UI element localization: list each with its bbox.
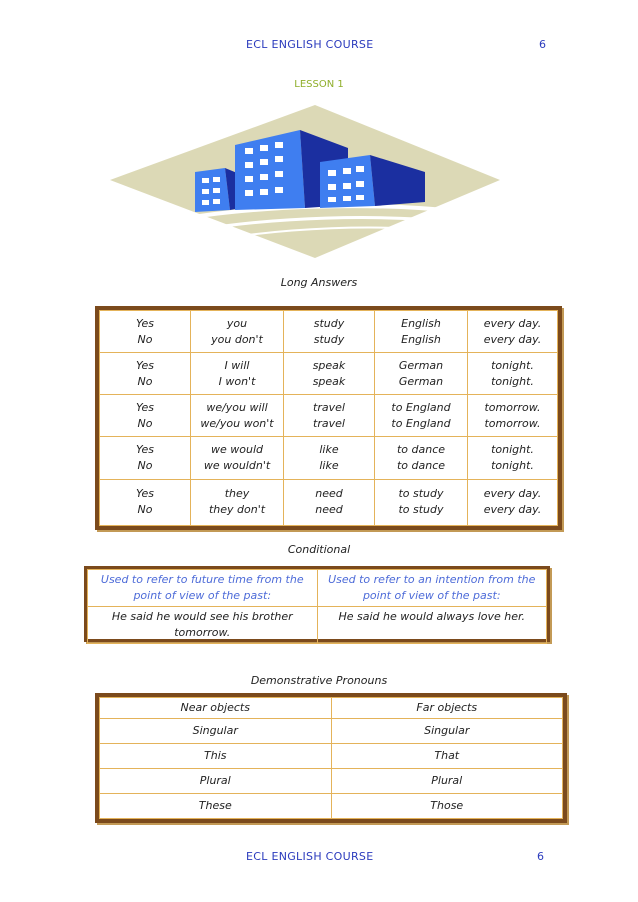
long-answers-title: Long Answers	[280, 276, 358, 289]
table-row: Yes No you you don't study study English English every day. every day.	[100, 311, 558, 353]
footer-page-number: 6	[537, 850, 545, 863]
conditional-use-future: Used to refer to future time from the point of view of the past:	[88, 570, 318, 607]
table-row: These Those	[100, 793, 563, 818]
demonstratives-title: Demonstrative Pronouns	[250, 674, 388, 687]
office-buildings-icon	[90, 100, 540, 260]
conditional-use-intention: Used to refer to an intention from the point of view of the past:	[317, 570, 547, 607]
conditional-example-future: He said he would see his brother tomorrow.	[88, 607, 318, 644]
table-row	[100, 698, 563, 719]
conditional-title: Conditional	[287, 543, 351, 556]
conditional-example-intention: He said he would always love her.	[317, 607, 547, 644]
table-row: Plural Plural	[100, 768, 563, 793]
conditional-table	[84, 566, 550, 642]
table-row: Yes No we/you will we/you won't travel travel to England to England tomorrow. tomorrow.	[100, 395, 558, 437]
table-row	[88, 570, 547, 607]
near-objects-header: Near objects	[100, 698, 332, 719]
long-answers-table	[95, 306, 562, 530]
table-row: Yes No I will I won't speak speak German German tonight. tonight.	[100, 353, 558, 395]
demonstratives-table	[95, 693, 567, 823]
table-row	[88, 607, 547, 644]
far-objects-header: Far objects	[331, 698, 563, 719]
footer-course-title: ECL ENGLISH COURSE	[246, 850, 374, 863]
table-row: Singular Singular	[100, 718, 563, 743]
header-course-title: ECL ENGLISH COURSE	[246, 38, 374, 51]
lesson-title: LESSON 1	[294, 79, 344, 90]
header-page-number: 6	[539, 38, 547, 51]
table-row: Yes No they they don't need need to study to study every day. every day.	[100, 479, 558, 526]
table-row: Yes No we would we wouldn't like like to dance to dance tonight. tonight.	[100, 437, 558, 479]
table-row: This That	[100, 743, 563, 768]
